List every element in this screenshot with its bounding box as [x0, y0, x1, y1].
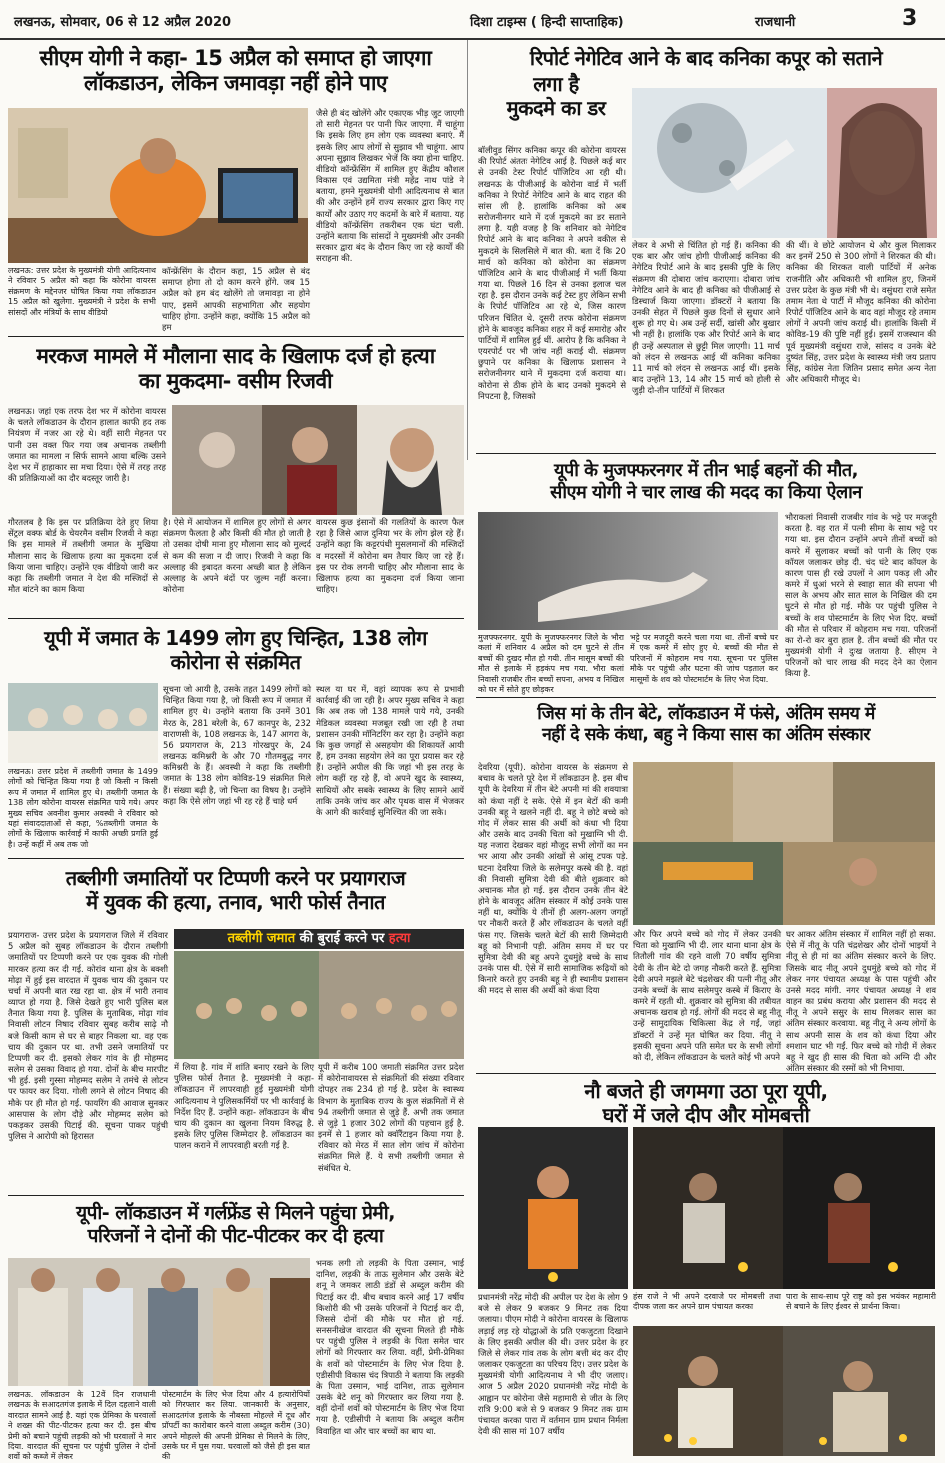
photo-illustration — [633, 1127, 935, 1289]
story-prayagraj-column-1: प्रयागराज- उत्तर प्रदेश के प्रयागराज जिले में रविवार 5 अप्रैल को सुबह लॉकडाउन के दौरान तब्लीगी जमातियों पर टिप्पणी करने पर एक युवक की गोली मारकर हत्या कर दी गई. कोरांव थाना क्षेत्र के बक्शी मोढ़ा में हुई इस वारदात में युवक चाय की दुकान पर चर्चा में अपनी बात रख रहा था. क्षेत्र में भारी तनाव व्याप्त हो गया है. जिसे देखते हुए भारी पुलिस बल तैनात किया गया है. पुलिस के मुताबिक, मोढ़ा गांव निवासी लोटन निषाद रविवार सुबह करीब साढ़े नौ बजे किसी काम से घर से बाहर निकला था. वह एक चाय की दुकान पर था. तभी उसने जमातियों पर टिप्पणी कर दी. इसको लेकर गांव के ही मोहम्मद सलेम से उसका विवाद हो गया. दोनों के बीच मारपीट भी हुई. इसी गुस्सा मोहम्मद सलेम ने तमंचे से लोटन पर फायर कर दिया. गोली लगने से लोटन निषाद की मौके पर ही मौत हो गई. फायरिंग की आवाज सुनकर आसपास के लोग दौड़े और मोहम्मद सलेम को पकड़कर उसकी पिटाई की. सूचना पाकर पहुंची पुलिस ने आरोपी को हिरासत — [8, 930, 168, 1142]
headline-line-1: रिपोर्ट नेगेटिव आने के बाद कनिका कपूर को सताने — [529, 46, 883, 70]
headline-line-1: जिस मां के तीन बेटे, लॉकडाउन में फंसे, अंतिम समय में — [537, 704, 875, 724]
headline-line-1: यूपी में जमात के 1499 लोग हुए चिन्हित, 138 लोग — [44, 626, 427, 650]
story-muzaffarnagar-headline — [476, 460, 936, 503]
photo-illustration — [172, 405, 464, 515]
story-kanika-headline — [476, 46, 936, 70]
photo-illustration — [174, 951, 464, 1059]
photo-illustration — [8, 1258, 310, 1386]
story-prayagraj-headline — [8, 866, 463, 914]
story-jamaat-count-caption: लखनऊ। उत्तर प्रदेश में तब्लीगी जमात के 1499 लोगों को चिन्हित किया गया है जो किसी न किसी रूप में जमात में शामिल हुए थे। तब्लीगी जमात के 138 लोग कोरोना वायरस संक्रमित पाये गये। अपर मुख्य सचिव अवनीश कुमार अवस्थी ने रविवार को यहां संवाददाताओं से कहा, %तब्लीगी जमात के लोगों के खिलाफ कार्रवाई में काफी अच्छी प्रगति हुई है। उन्हें कहीं में अब तक जो — [8, 767, 158, 849]
story-kanika-column-3: की थीं। वे छोटे आयोजन थे और कुल मिलाकर कर इनमें 250 से 300 लोगों ने शिरकत की थी। कनिका की शिरकत वाली पार्टियों में अनेक राजनीति और अधिकारी भी शामिल हुए, जिनमें उत्तर प्रदेश के कुछ मंत्री भी थे। वसुंधरा राजे समेत तमाम नेता थे पार्टी में मौजूद कनिका की कोरोना रिपोर्ट पॉजिटिव आने के बाद वहां मौजूद रहे तमाम लोगों ने अपनी जांच कराई थी। हालांकि किसी में कोविड-19 की पुष्टि नहीं हुई। इसमें राजस्थान की पूर्व मुख्यमंत्री वसुंधरा राजे, सांसद व उनके बेटे दुष्यंत सिंह, उत्तर प्रदेश के स्वास्थ्य मंत्री जय प्रताप सिंह, कांग्रेस नेता जितिन प्रसाद समेत अन्य नेता और अधिकारी मौजूद थे। — [786, 240, 936, 385]
prayagraj-photo-banner — [174, 929, 464, 949]
photo-illustration — [632, 88, 937, 238]
yogi-video-conference-photo — [8, 108, 308, 263]
story-diya-caption-2: पारा के साथ-साथ पूरे राष्ट्र को इस भयंकर महामारी से बचाने के लिए ईश्वर से प्रार्थना किया। — [786, 1292, 936, 1312]
headline-line-1: तब्लीगी जमातियों पर टिप्पणी करने पर प्रयागराज — [65, 866, 406, 890]
story-prayagraj-column-3: यूपी में करीब 100 जमाती संक्रमित उत्तर प्रदेश में कोरोनावायरस से संक्रमितों की संख्या रविवार दोपहर तक 234 हो गई है. प्रदेश के स्वास्थ्य विभाग के मुताबिक राज्य के कुल संक्रमितों में से 94 तब्लीगी जमात से जुड़े हैं. अभी तक जमात से जुड़े 1 हजार 302 लोगों की पहचान हुई है. इनमें से 1 हजार को क्वॉरैंटाइन किया गया है. रविवार को मेरठ में सात लोग जांच में कोरोना संक्रमित मिले हैं. ये सभी तब्लीगी जमात से संबंधित थे. — [318, 1062, 464, 1173]
story-diya-headline — [476, 1079, 936, 1127]
kanika-collage-photo — [632, 88, 937, 238]
headline-line-2: लगा है — [533, 72, 579, 96]
story-lovers-column-3: भनक लगी तो लड़की के पिता उस्मान, भाई दानिश, लड़की के ताऊ सुलेमान और उसके बेटे शनू ने जमकर लाठी डंडों से अब्दुल करीम की पिटाई कर दी. बीच बचाव करने आई 17 वर्षीय किशोरी की भी उसके परिजनों ने पिटाई कर दी, जिससे दोनों की मौके पर मौत हो गई. सनसनीखेज वारदात की सूचना मिलते ही मौके पर पहुंची पुलिस ने लड़की के पिता समेत चार लोगों को गिरफ्तार कर लिया. वहीं, प्रेमी-प्रेमिका के शवों को पोस्टमार्टम के लिए भेज दिया है. एडीसीपी विकास चंद त्रिपाठी ने बताया कि लड़की के पिता उस्मान, भाई दानिश, ताऊ सुलेमान उसके बेटे शनू को गिरफ्तार कर लिया गया है. वहीं दोनों शवों को पोस्टमार्टम के लिए भेज दिया गया है. एडीसीपी ने बताया कि अब्दुल करीम विवाहित था और चार बच्चों का बाप था. — [316, 1258, 464, 1436]
story-markaz-column-1: गौरतलब है कि इस पर प्रतिक्रिया देते हुए शिया सेंट्रल वक्फ बोर्ड के चेयरमैन वसीम रिजवी ने कहा कि इस मामले में तब्लीगी जमात के मुखिया मौलाना साद के खिलाफ हत्या का मुकदमा दर्ज किया जाना चाहिए। उन्होंने एक वीडियो जारी कर कहा कि तब्लीगी जमात ने देश की मस्जिदों से मौत बांटने का काम किया — [8, 517, 158, 595]
divider — [476, 1073, 936, 1074]
divider — [476, 453, 936, 454]
masthead-section: राजधानी — [755, 15, 796, 30]
headline-line-2: का मुकदमा- वसीम रिजवी — [138, 369, 333, 394]
headline-line-2: कोरोना से संक्रमित — [170, 650, 301, 674]
masthead — [0, 0, 945, 40]
story-jamaat-count-headline — [8, 626, 463, 674]
photo-illustration — [478, 512, 778, 630]
story-deoria-column-2: और फिर अपने बच्चे को गोद में लेकर उनकी चिता को मुखाग्नि भी दी. लार थाना थाना क्षेत्र के तितौली गांव की रहने वाली 70 वर्षीय सुमित्रा देवी के तीन बेटे दो जगह नौकरी करते हैं. सुमित्रा देवी अपने मझले बेटे चंद्रशेखर की पत्नी नीतू और उनके बच्चों के साथ सलेमपुर कस्बे में किराए के कमरे में रहती थी. शुक्रवार को सुमित्रा की तबीयत अचानक खराब हो गई. लोगों की मदद से बहू नीतू उन्हें सामुदायिक चिकित्सा केंद्र ले गईं, जहां डॉक्टरों ने उन्हें मृत घोषित कर दिया. नीतू ने इसकी सूचना अपने पति समेत घर के सभी लोगों को दी, लेकिन लॉकडाउन के चलते कोई भी अपने — [633, 929, 781, 1062]
story-yogi-caption: लखनऊ: उत्तर प्रदेश के मुख्यमंत्री योगी आदित्यनाथ ने रविवार 5 अप्रैल को कहा कि कोरोना वायरस संक्रमण के मद्देनजर घोषित किया गया लॉकडाउन 15 अप्रैल को खुलेगा. मुख्यमंत्री ने प्रदेश के सभी सांसदों और मंत्रियों के साथ वीडियो — [8, 266, 156, 317]
masthead-date: लखनऊ, सोमवार, 06 से 12 अप्रैल 2020 — [14, 15, 232, 30]
headline-line-1: सीएम योगी ने कहा- 15 अप्रैल को समाप्त हो जाएगा — [39, 46, 432, 70]
story-yogi-lockdown-headline — [8, 46, 463, 96]
story-markaz-headline — [8, 344, 463, 394]
photo-illustration — [633, 1326, 935, 1456]
column-divider — [467, 40, 468, 460]
deoria-funeral-collage-photo — [633, 762, 935, 925]
divider — [476, 697, 936, 698]
story-lucknow-lovers-headline — [8, 1202, 463, 1248]
story-kanika-column-2: लेकर वे अभी से चिंतित हो गई हैं। कनिका की एक बार और जांच होगी पीजीआई कनिका की नेगेटिव रिपोर्ट आने के बाद इसकी पुष्टि के लिए संक्रमण की दोबारा जांच कराएगा। दोबारा जांच नेगेटिव आने के बाद ही कनिका को पीजीआई से डिस्चार्ज किया जाएगा। डॉक्टरों ने बताया कि उनकी सेहत में पिछले कुछ दिनों से सुधार आने शुरू हो गए थे। अब उन्हें सर्दी, खांसी और बुखार भी नहीं है। हालांकि एक और रिपोर्ट आने के बाद ही उन्हें अस्पताल से छुट्टी मिल जाएगी। 11 मार्च को लंदन से लखनऊ आई थीं कनिका कनिका 11 मार्च को लंदन से लखनऊ आई थीं। इसके बाद उन्होंने 13, 14 और 15 मार्च को होली से जुड़ी दो-तीन पार्टियों में शिरकत — [632, 240, 780, 396]
story-muzaffarnagar-column-right: भौराकलां निवासी राजबीर गांव के भट्टे पर मजदूरी करता है. वह रात में पत्नी सीमा के साथ भट्टे पर गया था. इस दौरान उन्होंने अपने तीनों बच्चों को कमरे में सुलाकर बच्चों को पानी के लिए एक कॉयल जलाकर छोड़ दी. चंद घंटे बाद कॉयल के कारण पास ही रखे उपलों ने आग पकड़ ली और कमरे में धुआं भरने से स्वाहा सात की सपना भी साल के अभय और सात साल के निखिल की दम घुटने से मौत हो गई. मौके पर पहुंची पुलिस ने बच्चों के शव पोस्टमार्टम के लिए भेज दिए. बच्चों की मौत से परिवार में कोहराम मच गया. परिजनों का रो-रो कर बुरा हाल है. तीन बच्चों की मौत पर मुख्यमंत्री योगी ने दुःख जताया है. सीएम ने परिजनों को चार लाख की मदद देने का ऐलान किया है. — [785, 512, 937, 679]
prayagraj-crowd-photo — [174, 951, 464, 1059]
page-number: 3 — [902, 6, 918, 31]
story-deoria-column-3: घर आकर अंतिम संस्कार में शामिल नहीं हो सका. ऐसे में नीतू के पति चंद्रशेखर और दोनों भाइयों ने नीतू से ही मां का अंतिम संस्कार करने के लिए. जिसके बाद नीतू अपने दुधमुंहे बच्चे को गोद में लेकर नगर पंचायत अध्यक्ष के पास पहुंची और उनसे मदद मांगी. नगर पंचायत अध्यक्ष ने शव वाहन का प्रबंध कराया और प्रशासन की मदद से नीतू ने अपने ससुर के साथ मिलकर सास का अंतिम संस्कार करवाया. बहू नीतू ने अन्य लोगों के साथ अपनी सास के शव को कंधा दिया और श्मशान घाट भी गईं. फिर बच्चे को गोदी में लेकर बहू ने खुद ही सास की चिता को अग्नि दी और अंतिम संस्कार की रस्मों को भी निभाया. — [786, 929, 936, 1074]
divider — [8, 336, 464, 337]
jamaat-group-photo — [8, 683, 158, 763]
story-diya-caption-1: हंस राजे ने भी अपने दरवाजे पर मोमबत्ती तथा दीपक जला कर अपने ग्राम पंचायत करका — [633, 1292, 781, 1312]
story-markaz-intro: लखनऊ। जहां एक तरफ देश भर में कोरोना वायरस के चलते लॉकडाउन के दौरान हालात काफी हद तक नियंत्रण में नजर आ रहे थे। वहीं सारी मेहनत पर पानी उस वक्त फिर गया जब अचानक तब्लीगी जमात का मामला न सिर्फ सामने आया बल्कि उसने देश भर में हाहाकार सा मचा दिया। ऐसे में तरह तरह की प्रतिक्रियाओं का दौर बदस्तूर जारी है। — [8, 406, 166, 484]
headline-line-2: लॉकडाउन, लेकिन जमावड़ा नहीं होने पाए — [83, 71, 388, 96]
story-muzaffarnagar-caption: मुजफ्फरनगर. यूपी के मुजफ्फरनगर जिले के भौरा कलां में शनिवार 4 अप्रैल को दम घुटने से तीन बच्चों की दुखद मौत हो गयी. तीन मासूम बच्चों की मौत से इलाके में हड़कंप मच गया. भौरा कलां निवासी राजबीर तीन बच्चों सपना, अभय व निखिल को घर में सोते हुए छोड़कर — [478, 633, 624, 694]
headline-line-2: सीएम योगी ने चार लाख की मदद का किया ऐलान — [550, 481, 862, 503]
photo-illustration — [478, 1127, 628, 1289]
headline-line-1: नौ बजते ही जगमगा उठा पूरा यूपी, — [584, 1079, 828, 1103]
headline-line-2: में युवक की हत्या, तनाव, भारी फोर्स तैनात — [86, 890, 385, 914]
story-markaz-column-3: वायरस कुछ इंसानों की गलतियों के कारण फैल रहा है जिसे आज दुनिया भर के लोग झेल रहे हैं। उन्होंने कहा कि कट्टरपंथी मुसलमानों की मस्जिदों व मदरसों में कोरोना बम तैयार किए जा रहे हैं। इस पर रोक लगनी चाहिए और मौलाना साद के खिलाफ हत्या का मुकदमा दर्ज किया जाना चाहिए। — [316, 517, 464, 595]
headline-line-1: मरकज मामले में मौलाना साद के खिलाफ दर्ज हो हत्या — [36, 344, 435, 368]
story-yogi-column-3: जैसे ही बंद खोलेंगे और एकाएक भीड़ जुट जाएगी तो सारी मेहनत पर पानी फिर जाएगा. मैं चाहूंगा कि इसके लिए हम लोग एक व्यवस्था बनाएं. मैं इसके लिए आप लोगों से सुझाव भी चाहूंगा. आप अपना सुझाव लिखकर भेजें कि क्या होना चाहिए. वीडियो कॉन्फ्रेंसिंग में शामिल हुए केंद्रीय कौशल विकास एवं उद्यमिता मंत्री महेंद्र नाथ पांडे ने बताया, हमने मुख्यमंत्री योगी आदित्यनाथ से बात की और उन्होंने हमें राज्य सरकार द्वारा किए गए कार्यों और उठाए गए कदमों के बारे में बताया. यह वीडियो कॉन्फ्रेंसिंग तकरीबन एक घंटा चली. उन्होंने बताया कि सांसदों ने मुख्यमंत्री और उनकी सरकार द्वारा बंद के दौरान किए जा रहे कार्यों की सराहना की. — [316, 108, 464, 264]
photo-illustration — [8, 108, 308, 263]
divider — [8, 1195, 464, 1196]
divider — [8, 618, 464, 619]
headline-line-2: घरों में जले दीप और मोमबत्ती — [602, 1103, 810, 1127]
masthead-paper-name: दिशा टाइम्स ( हिन्दी साप्ताहिक) — [470, 15, 624, 30]
story-jamaat-count-column-3: स्थल या घर में, वहां व्यापक रूप से प्रभावी कार्रवाई की जा रही है। अपर मुख्य सचिव ने कहा कि अब तक जो 138 मामले पाये गये, उनकी मेडिकल व्यवस्था मजबूत रखी जा रही है तथा प्रशासन उनकी मॉनिटरिंग कर रहा है। उन्होंने कहा कि कुछ जगहों से असहयोग की शिकायतें आयी हैं, हम उनका सहयोग लेने का पूरा प्रयास कर रहे हैं। उन्होंने अपील की कि जहां भी इस तरह के लोग कहीं रह रहे हैं, वो अपने खुद के स्वास्थ्य, साथियों और सबके स्वास्थ्य के लिए सामने आयें ताकि उनके जांच कर और पृथक वास में भेजकर के आगे की कार्रवाई सुनिश्चित की जा सके। — [316, 684, 464, 817]
banner-part-3: हत्या — [388, 931, 411, 946]
headline-line-1: यूपी- लॉकडाउन में गर्लफ्रेंड से मिलने पहुंचा प्रेमी, — [76, 1202, 395, 1224]
story-prayagraj-column-2: में लिया है. गांव में शांति बनाए रखने के लिए पुलिस फोर्स तैनात है. मुख्यमंत्री ने कहा- लॉकडाउन में लापरवाही हुई मुख्यमंत्री योगी आदित्यनाथ ने पुलिसकर्मियों पर भी कार्रवाई के निर्देश दिए हैं. उन्होंने कहा- लॉकडाउन के बीच चाय की दुकान का खुलना नियम विरुद्ध है. इसके लिए पुलिस जिम्मेदार है. लॉकडाउन का पालन कराने में लापरवाही बरती गई है. — [174, 1062, 314, 1151]
story-lovers-caption-2: पोस्टमार्टम के लिए भेज दिया और 4 हत्यारोपियों को गिरफ्तार कर लिया. जानकारी के अनुसार, सआदतगंज इलाके के नौबस्ता मोहल्ले में दूध और प्रॉपर्टी का कारोबार करने वाला अब्दुल करीम (30) अपने मोहल्ले की अपनी प्रेमिका से मिलने के लिए, उसके घर में घुस गया. घरवालों को जैसे ही इस बात की — [162, 1390, 310, 1462]
banner-part-1: तब्लीगी जमात — [227, 931, 296, 946]
story-markaz-column-2: है। ऐसे में आयोजन में शामिल हुए लोगों से अगर संक्रमण फैलता है और किसी की मौत हो जाती है तो उसका दोषी माना हुए मौलाना साद को मुल्दर्द से कम की सजा न दी जाए। रिजवी ने कहा कि अल्लाह की इबादत करना अच्छी बात है लेकिन अल्लाह के अपने बंदों पर जुल्म नहीं करना। कोरोना — [163, 517, 311, 595]
diya-lighting-collage-photo — [633, 1127, 935, 1289]
yogi-lighting-diya-photo — [478, 1127, 628, 1289]
accused-lineup-photo — [8, 1258, 310, 1386]
story-yogi-column-2: कॉन्फ्रेंसिंग के दौरान कहा, 15 अप्रैल से बंद समाप्त होगा तो दो काम करने होंगे. जब 15 अप्रैल को हम बंद खोलेंगे तो जमावड़ा ना होने पाए, इसमें आपकी सहभागिता और सहयोग चाहिए होगा. उन्होंने कहा, क्योंकि 15 अप्रैल को हम — [162, 266, 310, 332]
muzaffarnagar-hand-photo — [478, 512, 778, 630]
banner-part-2: की बुराई करने पर — [295, 931, 389, 946]
headline-line-3: मुकदमे का डर — [506, 96, 606, 120]
story-jamaat-count-column-2: सूचना जो आयी है, उसके तहत 1499 लोगों को चिन्हित किया गया है, जो किसी रूप में जमात में शामिल हुए थे। उन्होंने बताया कि उनमें 301 मेरठ के, 281 बरेली के, 67 कानपुर के, 232 वाराणसी के, 108 लखनऊ के, 147 आगरा के, 56 प्रयागराज के, 213 गोरखपुर के, 24 लखनऊ कमिश्नरी के और 70 गौतमबुद्ध नगर कमिश्नरी के हैं। अवस्थी ने कहा कि तब्लीगी जमात के 138 लोग कोविड-19 संक्रमित मिले हैं। संख्या बढ़ी है, जो चिन्ता का विषय है। उन्होंने कहा कि ऐसे लोग जहां भी रह रहे हैं चाहे धर्म — [163, 684, 311, 806]
photo-illustration — [8, 683, 158, 763]
rizvi-saad-collage-photo — [172, 405, 464, 515]
divider — [8, 858, 464, 859]
story-kanika-headline-cont — [476, 72, 636, 120]
headline-line-2: परिजनों ने दोनों की पीट-पीटकर कर दी हत्या — [87, 1224, 384, 1247]
headline-line-2: नहीं दे सके कंधा, बहु ने किया सास का अंतिम संस्कार — [542, 725, 870, 745]
story-muzaffarnagar-caption-2: भट्टे पर मजदूरी करने चला गया था. तीनों बच्चे घर में एक कमरे में सोए हुए थे. बच्चों की मौत से परिजनों में कोहराम मच गया. सूचना पर पुलिस मौके पर पहुंची और घटना की जांच पड़ताल कर मासूमों के शव को पोस्टमार्टम के लिए भेज दिया. — [630, 633, 778, 684]
story-deoria-column-1: देवरिया (यूपी). कोरोना वायरस के संक्रमण से बचाव के चलते पूरे देश में लॉकडाउन है. इस बीच यूपी के देवरिया में तीन बेटे अपनी मां की शवयात्रा को कंधा नहीं दे सके. ऐसे में इन बेटों की कमी उनकी बहू ने खलने नहीं दी. बहू ने छोटे बच्चे को गोद में लेकर सास की अर्थी को कंधा भी दिया और उसके बाद उनकी चिता को मुखाग्नि भी दी. यह नजारा देखकर वहां मौजूद सभी लोगों का मन भर आया और उनकी आंखों से आंसू टपक पड़े. घटना देवरिया जिले के सलेमपुर कस्बे की है. वहां की निवासी सुमित्रा देवी की बीते शुक्रवार को अचानक मौत हो गई. इस दौरान उनके तीन बेटे होने के बावजूद अंतिम संस्कार में कोई उनके पास नहीं था, क्योंकि ये तीनों ही अलग-अलग जगहों पर नौकरी करते हैं और लॉकडाउन के चलते वहीं फंस गए. जिसके चलते बेटों की सारी जिम्मेदारी बहू को निभानी पड़ी. अंतिम समय में घर पर सुमित्रा देवी की बहू अपने दुधमुंहे बच्चे के साथ उनके पास थी. ऐसे में सारी सामाजिक रूढ़ियों को किनारे करते हुए उनकी बहू ने ही स्थानीय प्रशासन की मदद से सास की अर्थी को कंधा दिया — [478, 762, 628, 996]
story-deoria-headline — [476, 704, 936, 746]
headline-line-1: यूपी के मुजफ्फरनगर में तीन भाई बहनों की मौत, — [554, 460, 858, 481]
story-kanika-column-1: बॉलीवुड सिंगर कनिका कपूर की कोरोना वायरस की रिपोर्ट अंततः नेगेटिव आई है. पिछले कई बार से उनकी टेस्ट रिपोर्ट पॉजिटिव आ रही थी। लखनऊ के पीजीआई के कोरोना वार्ड में भर्ती कनिका ने रिपोर्ट नेगेटिव आने के बाद राहत की सांस ली है. हालांकि कनिका को अब सरोजनीनगर थाने में दर्ज मुकदमे का डर सताने लगा है. यही वजह है कि शनिवार को नेगेटिव रिपोर्ट आने के बाद कनिका ने अपने वकील से मुकदमे के सिलसिले में बात की. बता दें कि 20 मार्च को कनिका को कोरोना का संक्रमण पॉजिटिव आने के बाद पीजीआई में भर्ती किया गया था. पिछले 16 दिन से उनका इलाज चल रहा है. इस दौरान उनके कई टेस्ट हुए लेकिन सभी के रिपोर्ट पॉजिटिव आ रहे थे, जिस कारण परिजन चिंतित थे. दूसरी तरफ कोरोना संक्रमण होने के बावजूद कनिका शहर में कई समारोह और पार्टियों में शामिल हुई थीं. आरोप है कि कनिका ने एयरपोर्ट पर भी जांच नहीं कराई थी. संक्रमण छुपाने पर कनिका के खिलाफ प्रशासन ने सरोजनीनगर थाने में मुकदमा दर्ज कराया था। कोरोना से ठीक होने के बाद उनको मुकदमे से निपटना है, जिसको — [478, 145, 626, 401]
photo-illustration — [633, 762, 935, 925]
elderly-woman-diya-photo — [633, 1326, 935, 1456]
story-lovers-caption-1: लखनऊ. लॉकडाउन के 12वें दिन राजधानी लखनऊ के सआदतगंज इलाके में दिल दहलाने वाली वारदात सामने आई है. यहां एक प्रेमिका के घरवालों ने शख्स की पीट-पीटकर हत्या कर दी. इस बीच प्रेमी को बचाने पहुंची लड़की को भी घरवालों ने मार दिया. वारदात की सूचना पर पहुंची पुलिस ने दोनों शवों को कब्जे में लेकर — [8, 1390, 157, 1462]
story-diya-column-1: प्रधानमंत्री नरेंद्र मोदी की अपील पर देश के लोग 9 बजे से लेकर 9 बजकर 9 मिनट तक दिया जलाया। पीएम मोदी ने कोरोना वायरस के खिलाफ लड़ाई लड़ रहे योद्धाओं के प्रति एकजुटता दिखाने के लिए इसकी अपील की थी। उत्तर प्रदेश के हर जिले से लेकर गांव तक के लोग बत्ती बंद कर दीए जलाकर एकजुटता का परिचय दिए। उत्तर प्रदेश के मुख्यमंत्री योगी आदित्यनाथ ने भी दीए जलाए। आज 5 अप्रैल 2020 प्रधानमंत्री नरेंद्र मोदी के आह्वान पर कोरोना जैसे महामारी से जीत के लिए रात्रि 9:00 बजे से 9 बजकर 9 मिनट तक ग्राम पंचायत करका पारा में वर्तमान ग्राम प्रधान निर्मला देवी की सास मां 107 वर्षीय — [478, 1292, 628, 1437]
